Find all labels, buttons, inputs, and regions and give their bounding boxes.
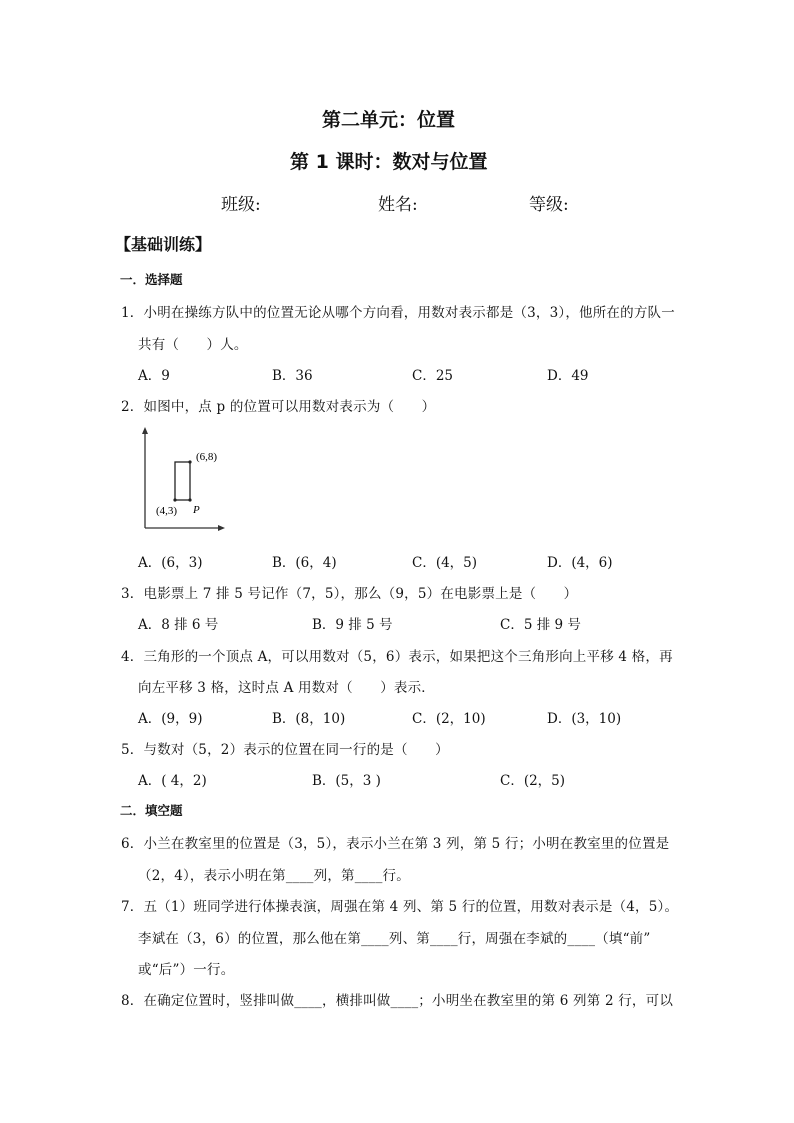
- q1-option-c: C．25: [412, 368, 454, 384]
- q3-option-b: B．9 排 5 号: [312, 617, 393, 633]
- class-label: 班级:: [221, 195, 261, 215]
- q4-option-a: A．(9，9): [138, 711, 203, 727]
- q1-option-b: B．36: [272, 368, 313, 384]
- q1-line2: 共有（ ）人。: [138, 337, 248, 353]
- q5-option-c: C．(2，5): [500, 773, 566, 789]
- q1-line1: 1．小明在操练方队中的位置无论从哪个方向看，用数对表示都是（3，3），他所在的方队一: [121, 305, 675, 321]
- corner-top-right-dot: [188, 460, 191, 463]
- label-6-8: (6,8): [196, 451, 218, 463]
- q3-line1: 3．电影票上 7 排 5 号记作（7，5），那么（9，5）在电影票上是（ ）: [121, 586, 578, 602]
- q2-figure: [130, 425, 235, 535]
- label-point-p: P: [193, 504, 200, 516]
- q7-line1: 7．五（1）班同学进行体操表演，周强在第 4 列、第 5 行的位置，用数对表示是（4，5）。: [121, 899, 679, 915]
- q2-option-d: D．(4，6): [547, 555, 613, 571]
- q5-option-b: B．(5，3 ): [312, 773, 381, 789]
- q7-line2: 李斌在（3，6）的位置，那么他在第____列、第____行，周强在李斌的____（填“前”: [138, 931, 651, 947]
- q7-line3: 或“后”）一行。: [138, 962, 235, 978]
- label-4-3: (4,3): [156, 505, 178, 517]
- y-axis-arrow-icon: [142, 427, 148, 434]
- rectangle-shape: [175, 462, 190, 500]
- q1-option-a: A．9: [138, 368, 170, 384]
- q4-line2: 向左平移 3 格，这时点 A 用数对（ ）表示．: [138, 680, 436, 696]
- q3-option-c: C．5 排 9 号: [500, 617, 581, 633]
- q8-line1: 8．在确定位置时，竖排叫做____，横排叫做____；小明坐在教室里的第 6 列第 2 行，可以: [121, 993, 674, 1009]
- section-basic-training: 【基础训练】: [115, 235, 212, 254]
- q4-option-b: B．(8，10): [272, 711, 346, 727]
- unit-title: 第二单元：位置: [322, 109, 456, 131]
- q2-line1: 2．如图中，点 p 的位置可以用数对表示为（ ）: [121, 399, 436, 415]
- grade-label: 等级:: [529, 195, 569, 215]
- part1-title: 一．选择题: [120, 272, 183, 287]
- lesson-title: 第 1 课时：数对与位置: [290, 151, 488, 173]
- corner-bottom-left-dot: [173, 498, 176, 501]
- q4-option-c: C．(2，10): [412, 711, 486, 727]
- q3-option-a: A．8 排 6 号: [138, 617, 219, 633]
- q2-option-b: B．(6，4): [272, 555, 337, 571]
- x-axis-arrow-icon: [218, 525, 225, 531]
- name-label: 姓名:: [378, 195, 418, 215]
- point-p-dot: [188, 498, 191, 501]
- q2-option-c: C．(4，5): [412, 555, 478, 571]
- q5-option-a: A．( 4，2): [138, 773, 207, 789]
- q6-line2: （2，4），表示小明在第____列，第____行。: [138, 868, 410, 884]
- q4-option-d: D．(3，10): [547, 711, 622, 727]
- q6-line1: 6．小兰在教室里的位置是（3，5），表示小兰在第 3 列，第 5 行；小明在教室里的位置是: [121, 836, 670, 852]
- q5-line1: 5．与数对（5，2）表示的位置在同一行的是（ ）: [121, 742, 449, 758]
- q2-option-a: A．(6，3): [138, 555, 203, 571]
- part2-title: 二．填空题: [120, 803, 183, 818]
- q4-line1: 4．三角形的一个顶点 A，可以用数对（5，6）表示，如果把这个三角形向上平移 4 格，再: [121, 649, 673, 665]
- q1-option-d: D．49: [547, 368, 589, 384]
